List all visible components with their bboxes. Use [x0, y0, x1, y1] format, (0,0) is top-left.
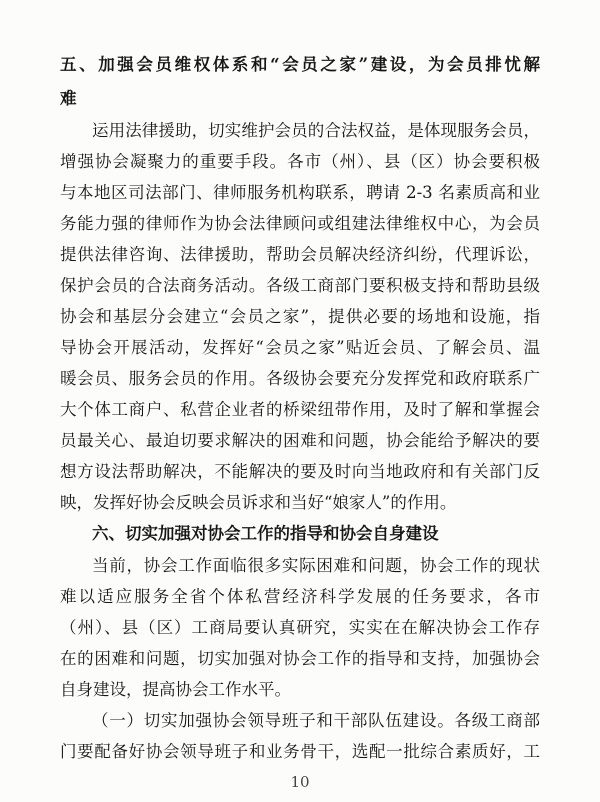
- paragraph-line: 务能力强的律师作为协会法律顾问或组建法律维权中心，为会员: [60, 214, 540, 233]
- paragraph-line: 运用法律援助，切实维护会员的合法权益，是体现服务会员，: [92, 121, 540, 140]
- paragraph-line: 保护会员的合法商务活动。各级工商部门要积极支持和帮助县级: [60, 276, 540, 295]
- paragraph-line: 在的困难和问题，切实加强对协会工作的指导和支持，加强协会: [60, 649, 540, 668]
- section-5-heading: 难: [60, 89, 77, 108]
- paragraph-line: 增强协会凝聚力的重要手段。各市（州）、县（区）协会要积极: [60, 152, 540, 171]
- paragraph-line: 暖会员、服务会员的作用。各级协会要充分发挥党和政府联系广: [60, 369, 540, 388]
- paragraph-line: （州）、县（区）工商局要认真研究，实实在在解决协会工作存: [60, 618, 540, 637]
- paragraph-line: 映，发挥好协会反映会员诉求和当好“娘家人”的作用。: [60, 493, 457, 512]
- section-6-heading: 六、切实加强对协会工作的指导和协会自身建设: [92, 524, 439, 543]
- paragraph-line: 提供法律咨询、法律援助，帮助会员解决经济纠纷，代理诉讼，: [60, 245, 540, 264]
- paragraph-line: 难以适应服务全省个体私营经济科学发展的任务要求，各市: [60, 587, 540, 606]
- paragraph-line: 与本地区司法部门、律师服务机构联系，聘请 2-3 名素质高和业: [60, 183, 540, 202]
- section-5-heading: 五、加强会员维权体系和“会员之家”建设，为会员排忧解: [60, 55, 540, 74]
- paragraph-line: 门要配备好协会领导班子和业务骨干，选配一批综合素质好，工: [60, 742, 540, 761]
- paragraph-line: 当前，协会工作面临很多实际困难和问题，协会工作的现状: [92, 556, 540, 575]
- paragraph-line: 员最关心、最迫切要求解决的困难和问题，协会能给予解决的要: [60, 431, 540, 450]
- paragraph-line: 大个体工商户、私营企业者的桥梁纽带作用，及时了解和掌握会: [60, 400, 540, 419]
- paragraph-line: （一）切实加强协会领导班子和干部队伍建设。各级工商部: [92, 711, 540, 730]
- paragraph-line: 想方设法帮助解决，不能解决的要及时向当地政府和有关部门反: [60, 462, 540, 481]
- paragraph-line: 导协会开展活动，发挥好“会员之家”贴近会员、了解会员、温: [60, 338, 540, 357]
- paragraph-line: 协会和基层分会建立“会员之家”，提供必要的场地和设施，指: [60, 307, 540, 326]
- paragraph-line: 自身建设，提高协会工作水平。: [60, 680, 291, 699]
- page-number: 10: [290, 773, 310, 791]
